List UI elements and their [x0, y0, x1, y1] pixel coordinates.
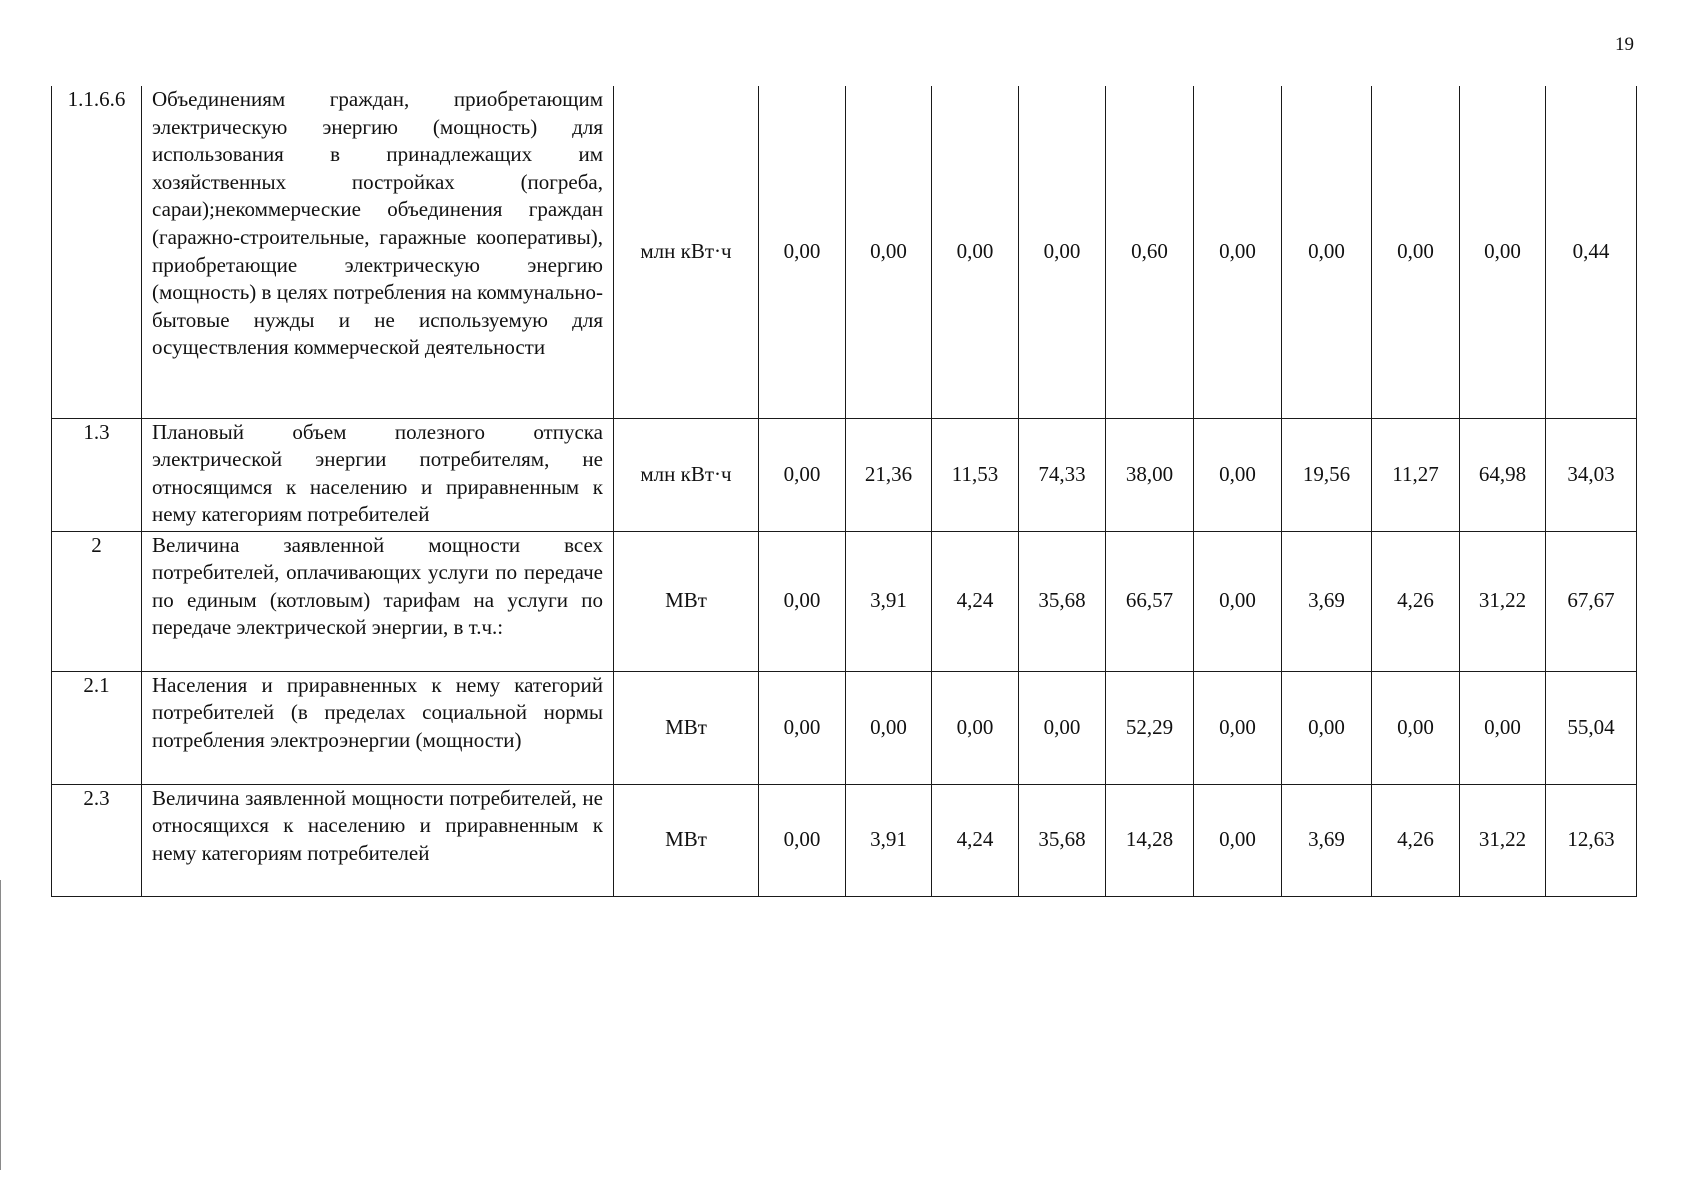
table-row: [52, 86, 1637, 418]
row-code: 1.3: [52, 418, 142, 531]
value-cell: 31,22: [1460, 784, 1546, 896]
value-cell: 0,00: [1372, 671, 1460, 784]
value-cell: 0,00: [846, 671, 932, 784]
value-cell: 4,24: [932, 784, 1019, 896]
value-cell: 0,00: [932, 86, 1019, 418]
value-cell: 0,00: [1194, 86, 1282, 418]
value-cell: 12,63: [1546, 784, 1637, 896]
value-cell: 64,98: [1460, 418, 1546, 531]
value-cell: 35,68: [1019, 784, 1106, 896]
row-description: Объединениям граждан, приобретающим электрическую энергию (мощность) для использования в принадлежащих им хозяйственных постройках (погреба, сараи);некоммерческие объединения граждан (гаражно-строительные, гаражные кооперативы), приобретающие электрическую энергию (мощность) в целях потребления на коммунально-бытовые нужды и не используемую для осуществления коммерческой деятельности: [142, 86, 614, 418]
value-cell: 0,00: [1194, 784, 1282, 896]
value-cell: 0,60: [1106, 86, 1194, 418]
value-cell: 0,00: [1019, 671, 1106, 784]
row-unit: млн кВт·ч: [614, 86, 759, 418]
row-description: Населения и приравненных к нему категорий потребителей (в пределах социальной нормы потребления электроэнергии (мощности): [142, 671, 614, 784]
row-code: 2: [52, 531, 142, 671]
table-row: [52, 671, 1637, 784]
row-description: Величина заявленной мощности всех потребителей, оплачивающих услуги по передаче по единым (котловым) тарифам на услуги по передаче электрической энергии, в т.ч.:: [142, 531, 614, 671]
value-cell: 14,28: [1106, 784, 1194, 896]
value-cell: 0,00: [1460, 671, 1546, 784]
value-cell: 0,00: [1194, 531, 1282, 671]
value-cell: 3,69: [1282, 531, 1372, 671]
value-cell: 0,00: [1019, 86, 1106, 418]
table-row: [52, 418, 1637, 531]
tariff-volume-table: [51, 86, 1637, 897]
value-cell: 0,00: [759, 86, 846, 418]
value-cell: 3,91: [846, 531, 932, 671]
value-cell: 0,00: [1194, 418, 1282, 531]
value-cell: 4,26: [1372, 784, 1460, 896]
value-cell: 66,57: [1106, 531, 1194, 671]
scan-edge-mark: [0, 880, 1, 1170]
value-cell: 11,53: [932, 418, 1019, 531]
row-description: Величина заявленной мощности потребителей, не относящихся к населению и приравненным к нему категориям потребителей: [142, 784, 614, 896]
table-row: [52, 784, 1637, 896]
row-code: 1.1.6.6: [52, 86, 142, 418]
value-cell: 3,91: [846, 784, 932, 896]
value-cell: 0,00: [846, 86, 932, 418]
value-cell: 4,24: [932, 531, 1019, 671]
table-row: [52, 531, 1637, 671]
row-description: Плановый объем полезного отпуска электрической энергии потребителям, не относящимся к населению и приравненным к нему категориям потребителей: [142, 418, 614, 531]
value-cell: 52,29: [1106, 671, 1194, 784]
value-cell: 35,68: [1019, 531, 1106, 671]
value-cell: 67,67: [1546, 531, 1637, 671]
value-cell: 0,44: [1546, 86, 1637, 418]
value-cell: 0,00: [759, 531, 846, 671]
value-cell: 0,00: [1194, 671, 1282, 784]
value-cell: 0,00: [1282, 86, 1372, 418]
page-number: 19: [1615, 34, 1634, 55]
value-cell: 0,00: [1372, 86, 1460, 418]
value-cell: 4,26: [1372, 531, 1460, 671]
row-code: 2.3: [52, 784, 142, 896]
row-unit: МВт: [614, 531, 759, 671]
value-cell: 0,00: [759, 418, 846, 531]
value-cell: 11,27: [1372, 418, 1460, 531]
value-cell: 0,00: [759, 671, 846, 784]
value-cell: 3,69: [1282, 784, 1372, 896]
row-unit: МВт: [614, 671, 759, 784]
value-cell: 0,00: [932, 671, 1019, 784]
value-cell: 0,00: [1460, 86, 1546, 418]
value-cell: 21,36: [846, 418, 932, 531]
row-code: 2.1: [52, 671, 142, 784]
value-cell: 34,03: [1546, 418, 1637, 531]
value-cell: 31,22: [1460, 531, 1546, 671]
value-cell: 0,00: [759, 784, 846, 896]
value-cell: 55,04: [1546, 671, 1637, 784]
row-unit: млн кВт·ч: [614, 418, 759, 531]
value-cell: 19,56: [1282, 418, 1372, 531]
value-cell: 74,33: [1019, 418, 1106, 531]
value-cell: 0,00: [1282, 671, 1372, 784]
value-cell: 38,00: [1106, 418, 1194, 531]
row-unit: МВт: [614, 784, 759, 896]
